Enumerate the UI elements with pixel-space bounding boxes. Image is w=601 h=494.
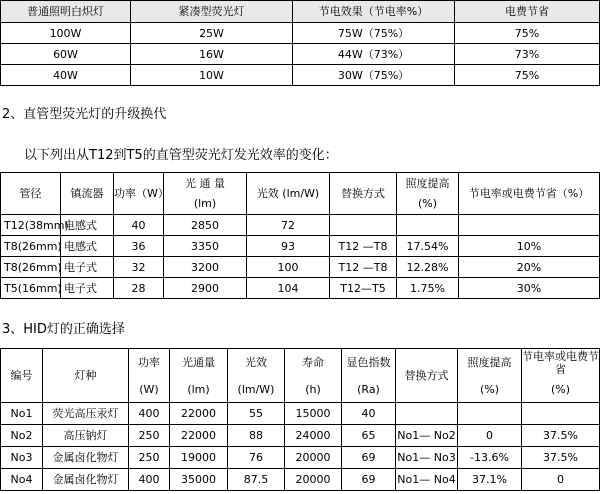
column-header: 照度提高 (458, 349, 522, 377)
table-row (1, 215, 600, 236)
column-header: 替换方式 (330, 173, 397, 215)
table-cell: 75% (455, 65, 600, 86)
table-cell: 400 (129, 469, 170, 491)
table-cell: 2900 (164, 278, 247, 299)
table-row (1, 447, 600, 469)
column-unit: (W) (129, 377, 170, 403)
table-cell: 75% (455, 23, 600, 44)
table-cell: 69 (342, 447, 396, 469)
table-cell: 电感式 (61, 215, 114, 236)
table-cell: 荧光高压汞灯 (43, 403, 129, 425)
table-cell: 10W (131, 65, 293, 86)
section-intro-text: 以下列出从T12到T5的直管型荧光灯发光效率的变化： (24, 148, 338, 163)
column-header: 编号 (1, 349, 43, 403)
table-cell: T12 —T8 (330, 236, 397, 257)
table-cell: 40 (114, 215, 164, 236)
table-header-row (1, 173, 600, 194)
table-cell: T8(26mm) (1, 236, 61, 257)
table-row (1, 236, 600, 257)
table-cell: No1— No2 (396, 425, 458, 447)
table-cell: 3200 (164, 257, 247, 278)
column-header: 照度提高 (397, 173, 459, 194)
table-cell: 250 (129, 447, 170, 469)
table-cell: 1.75% (397, 278, 459, 299)
table-cell: 17.54% (397, 236, 459, 257)
table-cell: 高压钠灯 (43, 425, 129, 447)
table-lamp-comparison (0, 0, 600, 86)
table-cell: 37.1% (458, 469, 522, 491)
column-header: 显色指数 (342, 349, 396, 377)
table-cell: 3350 (164, 236, 247, 257)
table-cell: 88 (228, 425, 285, 447)
table-cell: 25W (131, 23, 293, 44)
table-cell: 35000 (170, 469, 228, 491)
column-header: 紧凑型荧光灯 (131, 1, 293, 23)
column-header: 电费节省 (455, 1, 600, 23)
table-cell (396, 403, 458, 425)
table-row (1, 469, 600, 491)
table-header-row (1, 1, 600, 23)
column-header: 灯种 (43, 349, 129, 403)
table-row (1, 403, 600, 425)
column-header: 节电效果（节电率%） (293, 1, 455, 23)
table-cell: 73% (455, 44, 600, 65)
table-cell: 20000 (285, 447, 342, 469)
section-heading-2: 2、直管型荧光灯的升级换代 (2, 107, 167, 122)
column-header: 管径 (1, 173, 61, 215)
table-cell: 22000 (170, 403, 228, 425)
table-cell: 2850 (164, 215, 247, 236)
table-cell: T12 —T8 (330, 257, 397, 278)
table-cell: 100 (247, 257, 330, 278)
column-header: 光 通 量 (164, 173, 247, 194)
table-cell (397, 215, 459, 236)
table-cell: -13.6% (458, 447, 522, 469)
table-cell: 87.5 (228, 469, 285, 491)
column-header: 节电率或电费节省（%） (459, 173, 600, 215)
table-row (1, 65, 600, 86)
column-unit: (h) (285, 377, 342, 403)
table-cell: 金属卤化物灯 (43, 447, 129, 469)
table-cell: 75W（75%） (293, 23, 455, 44)
table-cell: 65 (342, 425, 396, 447)
table-cell: 60W (1, 44, 131, 65)
table-cell: 44W（73%） (293, 44, 455, 65)
table-cell: 电子式 (61, 257, 114, 278)
table-cell: 250 (129, 425, 170, 447)
table-cell: 32 (114, 257, 164, 278)
column-header: 光效 (228, 349, 285, 377)
table-cell (330, 215, 397, 236)
column-unit: (lm) (164, 194, 247, 215)
table-cell: 20% (459, 257, 600, 278)
table-cell: 69 (342, 469, 396, 491)
table-cell: 40 (342, 403, 396, 425)
table-cell: 12.28% (397, 257, 459, 278)
table-cell: 0 (458, 425, 522, 447)
table-fluorescent-upgrade (0, 172, 600, 299)
section-heading-3: 3、HID灯的正确选择 (2, 322, 125, 337)
table-cell: 15000 (285, 403, 342, 425)
table-row (1, 425, 600, 447)
table-cell: No1— No4 (396, 469, 458, 491)
column-unit: (lm) (170, 377, 228, 403)
column-header: 节电率或电费节省 (522, 349, 599, 376)
table-cell: 28 (114, 278, 164, 299)
table-cell: No2 (1, 425, 43, 447)
table-cell: 20000 (285, 469, 342, 491)
table-cell: 100W (1, 23, 131, 44)
table-cell: 76 (228, 447, 285, 469)
table-cell: 30W（75%） (293, 65, 455, 86)
table-cell: 电子式 (61, 278, 114, 299)
table-cell: 37.5% (522, 425, 600, 447)
table-row (1, 278, 600, 299)
table-cell: No1 (1, 403, 43, 425)
table-header-row (1, 349, 600, 377)
table-cell: 0 (522, 469, 600, 491)
table-cell: 19000 (170, 447, 228, 469)
column-header: 功率 (129, 349, 170, 377)
table-cell: No1— No3 (396, 447, 458, 469)
table-cell: 36 (114, 236, 164, 257)
column-header: 镇流器 (61, 173, 114, 215)
table-cell (522, 403, 600, 425)
column-header: 功率（W） (114, 173, 164, 215)
table-cell: No4 (1, 469, 43, 491)
table-row (1, 257, 600, 278)
table-cell: 金属卤化物灯 (43, 469, 129, 491)
column-header: 光通量 (170, 349, 228, 377)
table-cell: 400 (129, 403, 170, 425)
table-cell: T8(26mm) (1, 257, 61, 278)
table-row (1, 23, 600, 44)
table-cell: 93 (247, 236, 330, 257)
column-unit: (%) (397, 194, 459, 215)
table-cell: 16W (131, 44, 293, 65)
column-unit: (Ra) (342, 377, 396, 403)
table-cell: 72 (247, 215, 330, 236)
table-cell: T12(38mm) (1, 215, 61, 236)
column-header: 光效 (lm/W) (247, 173, 330, 215)
table-cell (458, 403, 522, 425)
table-cell: 37.5% (522, 447, 600, 469)
table-row (1, 44, 600, 65)
table-cell (459, 215, 600, 236)
column-header: 普通照明白炽灯 (1, 1, 131, 23)
table-cell: No3 (1, 447, 43, 469)
column-header: 替换方式 (396, 349, 458, 403)
table-cell: 10% (459, 236, 600, 257)
table-cell: T12—T5 (330, 278, 397, 299)
table-cell: 电感式 (61, 236, 114, 257)
table-cell: 22000 (170, 425, 228, 447)
column-unit: (%) (522, 377, 600, 403)
column-header: 寿命 (285, 349, 342, 377)
column-unit: (%) (458, 377, 522, 403)
table-cell: T5(16mm) (1, 278, 61, 299)
column-unit: (lm/W) (228, 377, 285, 403)
table-cell: 30% (459, 278, 600, 299)
table-hid-lamp-selection (0, 348, 600, 491)
table-cell: 40W (1, 65, 131, 86)
table-cell: 24000 (285, 425, 342, 447)
table-cell: 55 (228, 403, 285, 425)
table-cell: 104 (247, 278, 330, 299)
